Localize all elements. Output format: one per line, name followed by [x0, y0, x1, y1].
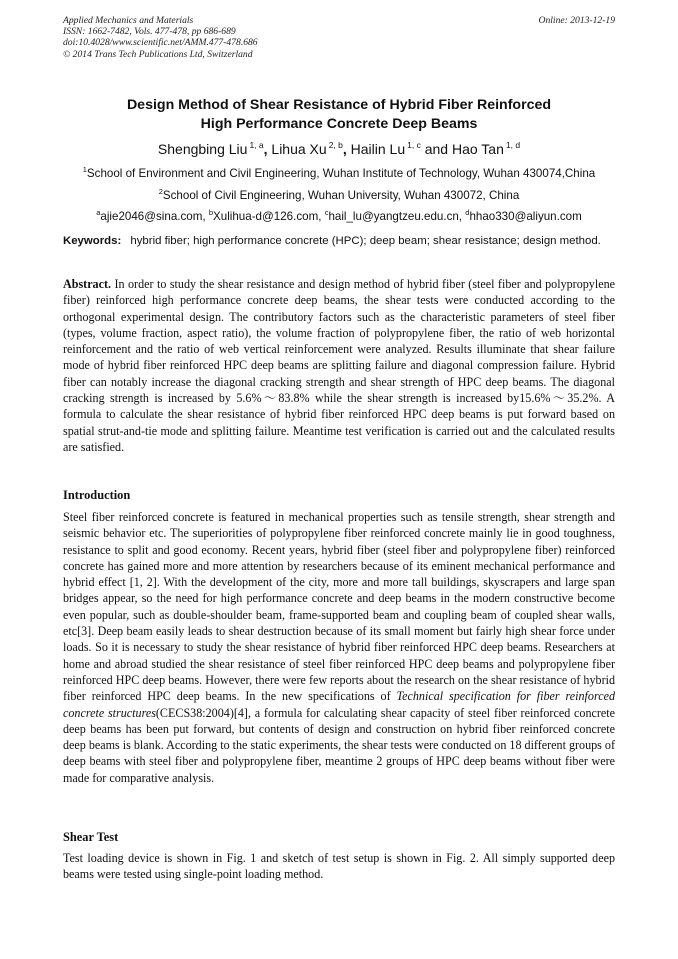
author-list	[63, 136, 615, 158]
email-sup: a	[96, 208, 101, 217]
affiliation-sup: 2	[158, 187, 163, 196]
journal-header	[63, 15, 615, 60]
title-line-1: Design Method of Shear Resistance of Hybrid Fiber Reinforced	[126, 97, 552, 113]
intro-text-2: (CECS38:2004)[4], a formula for calculating shear capacity of steel fiber reinforced concrete deep beams has been put forward, but contents of design and construction on hybrid fiber reinforced concrete deep beams is blank. According to the static experiments, the shear tests were conducted on 18 different groups of deep beams with steel fiber and polypropylene fiber, meantime 2 groups of HPC deep beams without fiber were made for comparative analysis.	[63, 705, 615, 785]
author-name: Shengbing Liu	[157, 141, 248, 157]
affiliation-sup: 1	[82, 165, 87, 174]
affiliation-2	[60, 185, 618, 203]
abstract-label: Abstract.	[63, 277, 112, 291]
email-sup: b	[208, 208, 214, 217]
affiliation-text: School of Environment and Civil Engineering, Wuhan Institute of Technology, Wuhan 430074,China	[86, 167, 596, 180]
author-sep: ,	[263, 141, 272, 157]
author-sep: and	[420, 141, 452, 157]
author-sup: 1, d	[505, 140, 521, 150]
abstract	[63, 276, 615, 455]
email-sup: c	[324, 208, 329, 217]
shear-test-body: Test loading device is shown in Fig. 1 and sketch of test setup is shown in Fig. 2. All simply supported deep beams were tested using single-point loading method.	[63, 851, 615, 882]
title-line-2: High Performance Concrete Deep Beams	[200, 116, 478, 132]
email-address[interactable]: ajie2046@sina.com,	[100, 210, 209, 223]
email-address[interactable]: Xulihua-d@126.com,	[213, 210, 325, 223]
author-name: Hailin Lu	[350, 141, 406, 157]
issn-line: ISSN: 1662-7482, Vols. 477-478, pp 686-689	[63, 26, 236, 38]
doi-line: doi:10.4028/www.scientific.net/AMM.477-478.686	[63, 37, 258, 49]
author-name: Hao Tan	[451, 141, 504, 157]
author-name: Lihua Xu	[271, 141, 327, 157]
keywords-label: Keywords:	[63, 235, 122, 247]
paper-title	[63, 96, 615, 134]
shear-test-heading: Shear Test	[63, 830, 119, 844]
copyright-line: © 2014 Trans Tech Publications Ltd, Switzerland	[63, 48, 253, 60]
email-sup: d	[465, 208, 470, 217]
affiliation-1	[60, 163, 618, 181]
author-sup: 1, a	[249, 140, 264, 150]
author-sep: ,	[342, 141, 351, 157]
email-address[interactable]: hhao330@aliyun.com	[469, 210, 582, 223]
abstract-text: In order to study the shear resistance and design method of hybrid fiber (steel fiber and polypropylene fiber) reinforced high performance concrete deep beams, the shear tests were conducted according to the orthogonal experimental design. The contributory factors such as the characteristic parameters of steel fiber (types, volume fraction, aspect ratio), the volume fraction of polypropylene fiber, the ratio of web horizontal reinforcement and the ratio of web vertical reinforcement were analyzed. Results illuminate that shear failure mode of hybrid fiber reinforced HPC deep beams are splitting failure and diagonal compression failure. Hybrid fiber can notably increase the diagonal cracking strength and shear strength of HPC deep beams. The diagonal cracking strength is increased by 5.6%～83.8% while the shear strength is increased by15.6%～35.2%. A formula to calculate the shear resistance of hybrid fiber reinforced HPC deep beams is put forward based on spatial strut-and-tie mode and splitting failure. Meantime test verification is carried out and the calculated results are satisfied.	[63, 277, 615, 454]
introduction-heading: Introduction	[63, 488, 131, 502]
introduction-body	[63, 509, 615, 786]
affiliation-text: School of Civil Engineering, Wuhan University, Wuhan 430072, China	[162, 189, 520, 202]
intro-italic-citation: Technical specification for fiber reinforced concrete structures	[63, 689, 616, 720]
keywords-text: hybrid fiber; high performance concrete (HPC); deep beam; shear resistance; design method.	[130, 235, 601, 247]
keywords	[63, 234, 615, 249]
online-date: Online: 2013-12-19	[538, 15, 615, 26]
journal-name: Applied Mechanics and Materials	[63, 15, 194, 26]
intro-text-1: Steel fiber reinforced concrete is featured in mechanical properties such as tensile strength, shear strength and seismic behavior etc. The superiorities of polypropylene fiber reinforced concrete mainly lie in good toughness, resistance to split and good economy. Recent years, hybrid fiber (steel fiber and polypropylene fiber) reinforced concrete has gained more and more attention by researchers because of its eminent mechanical performance and hybrid effect [1, 2]. With the development of the city, more and more tall buildings, skyscrapers and large span bridges appear, so the need for high performance concrete and deep beams in the modern constructive become even popular, such as double-shoulder beam, frame-supported beam and coupling beam of coupled shear walls, etc[3]. Deep beam easily leads to shear destruction because of its small moment but fairly high shear force under loads. So it is necessary to study the shear resistance of hybrid fiber reinforced HPC deep beams. Researchers at home and abroad studied the shear resistance of steel fiber reinforced HPC deep beams and polypropylene fiber reinforced HPC deep beams. However, there were few reports about the research on the shear resistance of hybrid fiber reinforced HPC deep beams. In the new specifications of	[63, 510, 615, 704]
email-line	[60, 206, 618, 224]
author-sup: 1, c	[407, 140, 421, 150]
email-address[interactable]: hail_lu@yangtzeu.edu.cn,	[328, 210, 466, 223]
author-sup: 2, b	[328, 140, 343, 150]
